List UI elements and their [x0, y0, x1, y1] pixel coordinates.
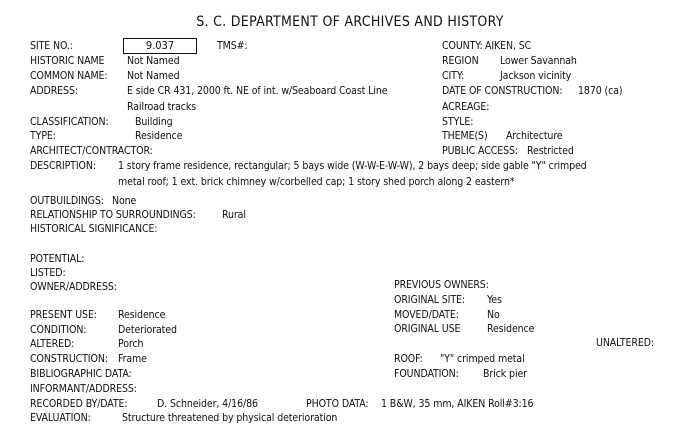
construction-value: Frame [118, 353, 147, 365]
original-use-label: ORIGINAL USE [394, 323, 461, 335]
foundation-label: FOUNDATION: [394, 368, 459, 380]
classification-label: CLASSIFICATION: [30, 116, 109, 128]
photo-data-label: PHOTO DATA: [306, 398, 369, 410]
present-use-label: PRESENT USE: [30, 309, 97, 321]
themes-value: Architecture [506, 130, 563, 142]
page-title: S. C. DEPARTMENT OF ARCHIVES AND HISTORY [196, 14, 504, 30]
original-site-value: Yes [487, 294, 502, 306]
potential-label: POTENTIAL: [30, 253, 85, 265]
style-label: STYLE: [442, 116, 474, 128]
historic-name-value: Not Named [127, 55, 180, 67]
original-use-value: Residence [487, 323, 535, 335]
relationship-label: RELATIONSHIP TO SURROUNDINGS: [30, 209, 196, 221]
previous-owners-label: PREVIOUS OWNERS: [394, 279, 489, 291]
owner-address-label: OWNER/ADDRESS: [30, 281, 117, 293]
historical-significance-label: HISTORICAL SIGNIFICANCE: [30, 223, 158, 235]
county-label: COUNTY: [442, 40, 483, 52]
city-value: Jackson vicinity [500, 70, 572, 82]
city-label: CITY: [442, 70, 465, 82]
description-line-1: 1 story frame residence, rectangular; 5 bays wide (W-W-E-W-W), 2 bays deep; side gable "Y" crimped [118, 160, 587, 172]
site-no-label: SITE NO.: [30, 40, 73, 52]
region-value: Lower Savannah [500, 55, 577, 67]
altered-label: ALTERED: [30, 338, 75, 350]
architect-label: ARCHITECT/CONTRACTOR: [30, 145, 153, 157]
historic-name-label: HISTORIC NAME [30, 55, 105, 67]
region-label: REGION [442, 55, 479, 67]
acreage-label: ACREAGE: [442, 101, 490, 113]
site-no-value: 9.037 [123, 38, 197, 54]
public-access-label: PUBLIC ACCESS: [442, 145, 518, 157]
recorded-label: RECORDED BY/DATE: [30, 398, 128, 410]
address-label: ADDRESS: [30, 85, 78, 97]
foundation-value: Brick pier [483, 368, 527, 380]
common-name-value: Not Named [127, 70, 180, 82]
construction-label: CONSTRUCTION: [30, 353, 108, 365]
roof-label: ROOF: [394, 353, 423, 365]
listed-label: LISTED: [30, 267, 66, 279]
date-construction-label: DATE OF CONSTRUCTION: [442, 85, 563, 97]
present-use-value: Residence [118, 309, 166, 321]
moved-date-value: No [487, 309, 500, 321]
original-site-label: ORIGINAL SITE: [394, 294, 465, 306]
outbuildings-label: OUTBUILDINGS: [30, 195, 104, 207]
evaluation-value: Structure threatened by physical deterioration [122, 412, 338, 424]
address-line-1: E side CR 431, 2000 ft. NE of int. w/Seaboard Coast Line [127, 85, 388, 97]
outbuildings-value: None [112, 195, 137, 207]
classification-value: Building [135, 116, 173, 128]
bibliographic-label: BIBLIOGRAPHIC DATA: [30, 368, 132, 380]
unaltered-label: UNALTERED: [596, 337, 654, 349]
type-label: TYPE: [30, 130, 56, 142]
condition-value: Deteriorated [118, 324, 177, 336]
evaluation-label: EVALUATION: [30, 412, 91, 424]
moved-date-label: MOVED/DATE: [394, 309, 459, 321]
recorded-value: D. Schneider, 4/16/86 [157, 398, 258, 410]
condition-label: CONDITION: [30, 324, 87, 336]
relationship-value: Rural [222, 209, 246, 221]
date-construction-value: 1870 (ca) [578, 85, 623, 97]
roof-value: "Y" crimped metal [440, 353, 525, 365]
informant-label: INFORMANT/ADDRESS: [30, 383, 137, 395]
county-value: AIKEN, SC [485, 40, 532, 52]
address-line-2: Railroad tracks [127, 101, 197, 113]
description-line-2: metal roof; 1 ext. brick chimney w/corbelled cap; 1 story shed porch along 2 eastern* [118, 176, 515, 188]
description-label: DESCRIPTION: [30, 160, 96, 172]
type-value: Residence [135, 130, 183, 142]
tms-label: TMS#: [217, 40, 248, 52]
altered-value: Porch [118, 338, 144, 350]
photo-data-value: 1 B&W, 35 mm, AIKEN Roll#3:16 [381, 398, 534, 410]
common-name-label: COMMON NAME: [30, 70, 108, 82]
themes-label: THEME(S) [442, 130, 488, 142]
public-access-value: Restricted [527, 145, 574, 157]
